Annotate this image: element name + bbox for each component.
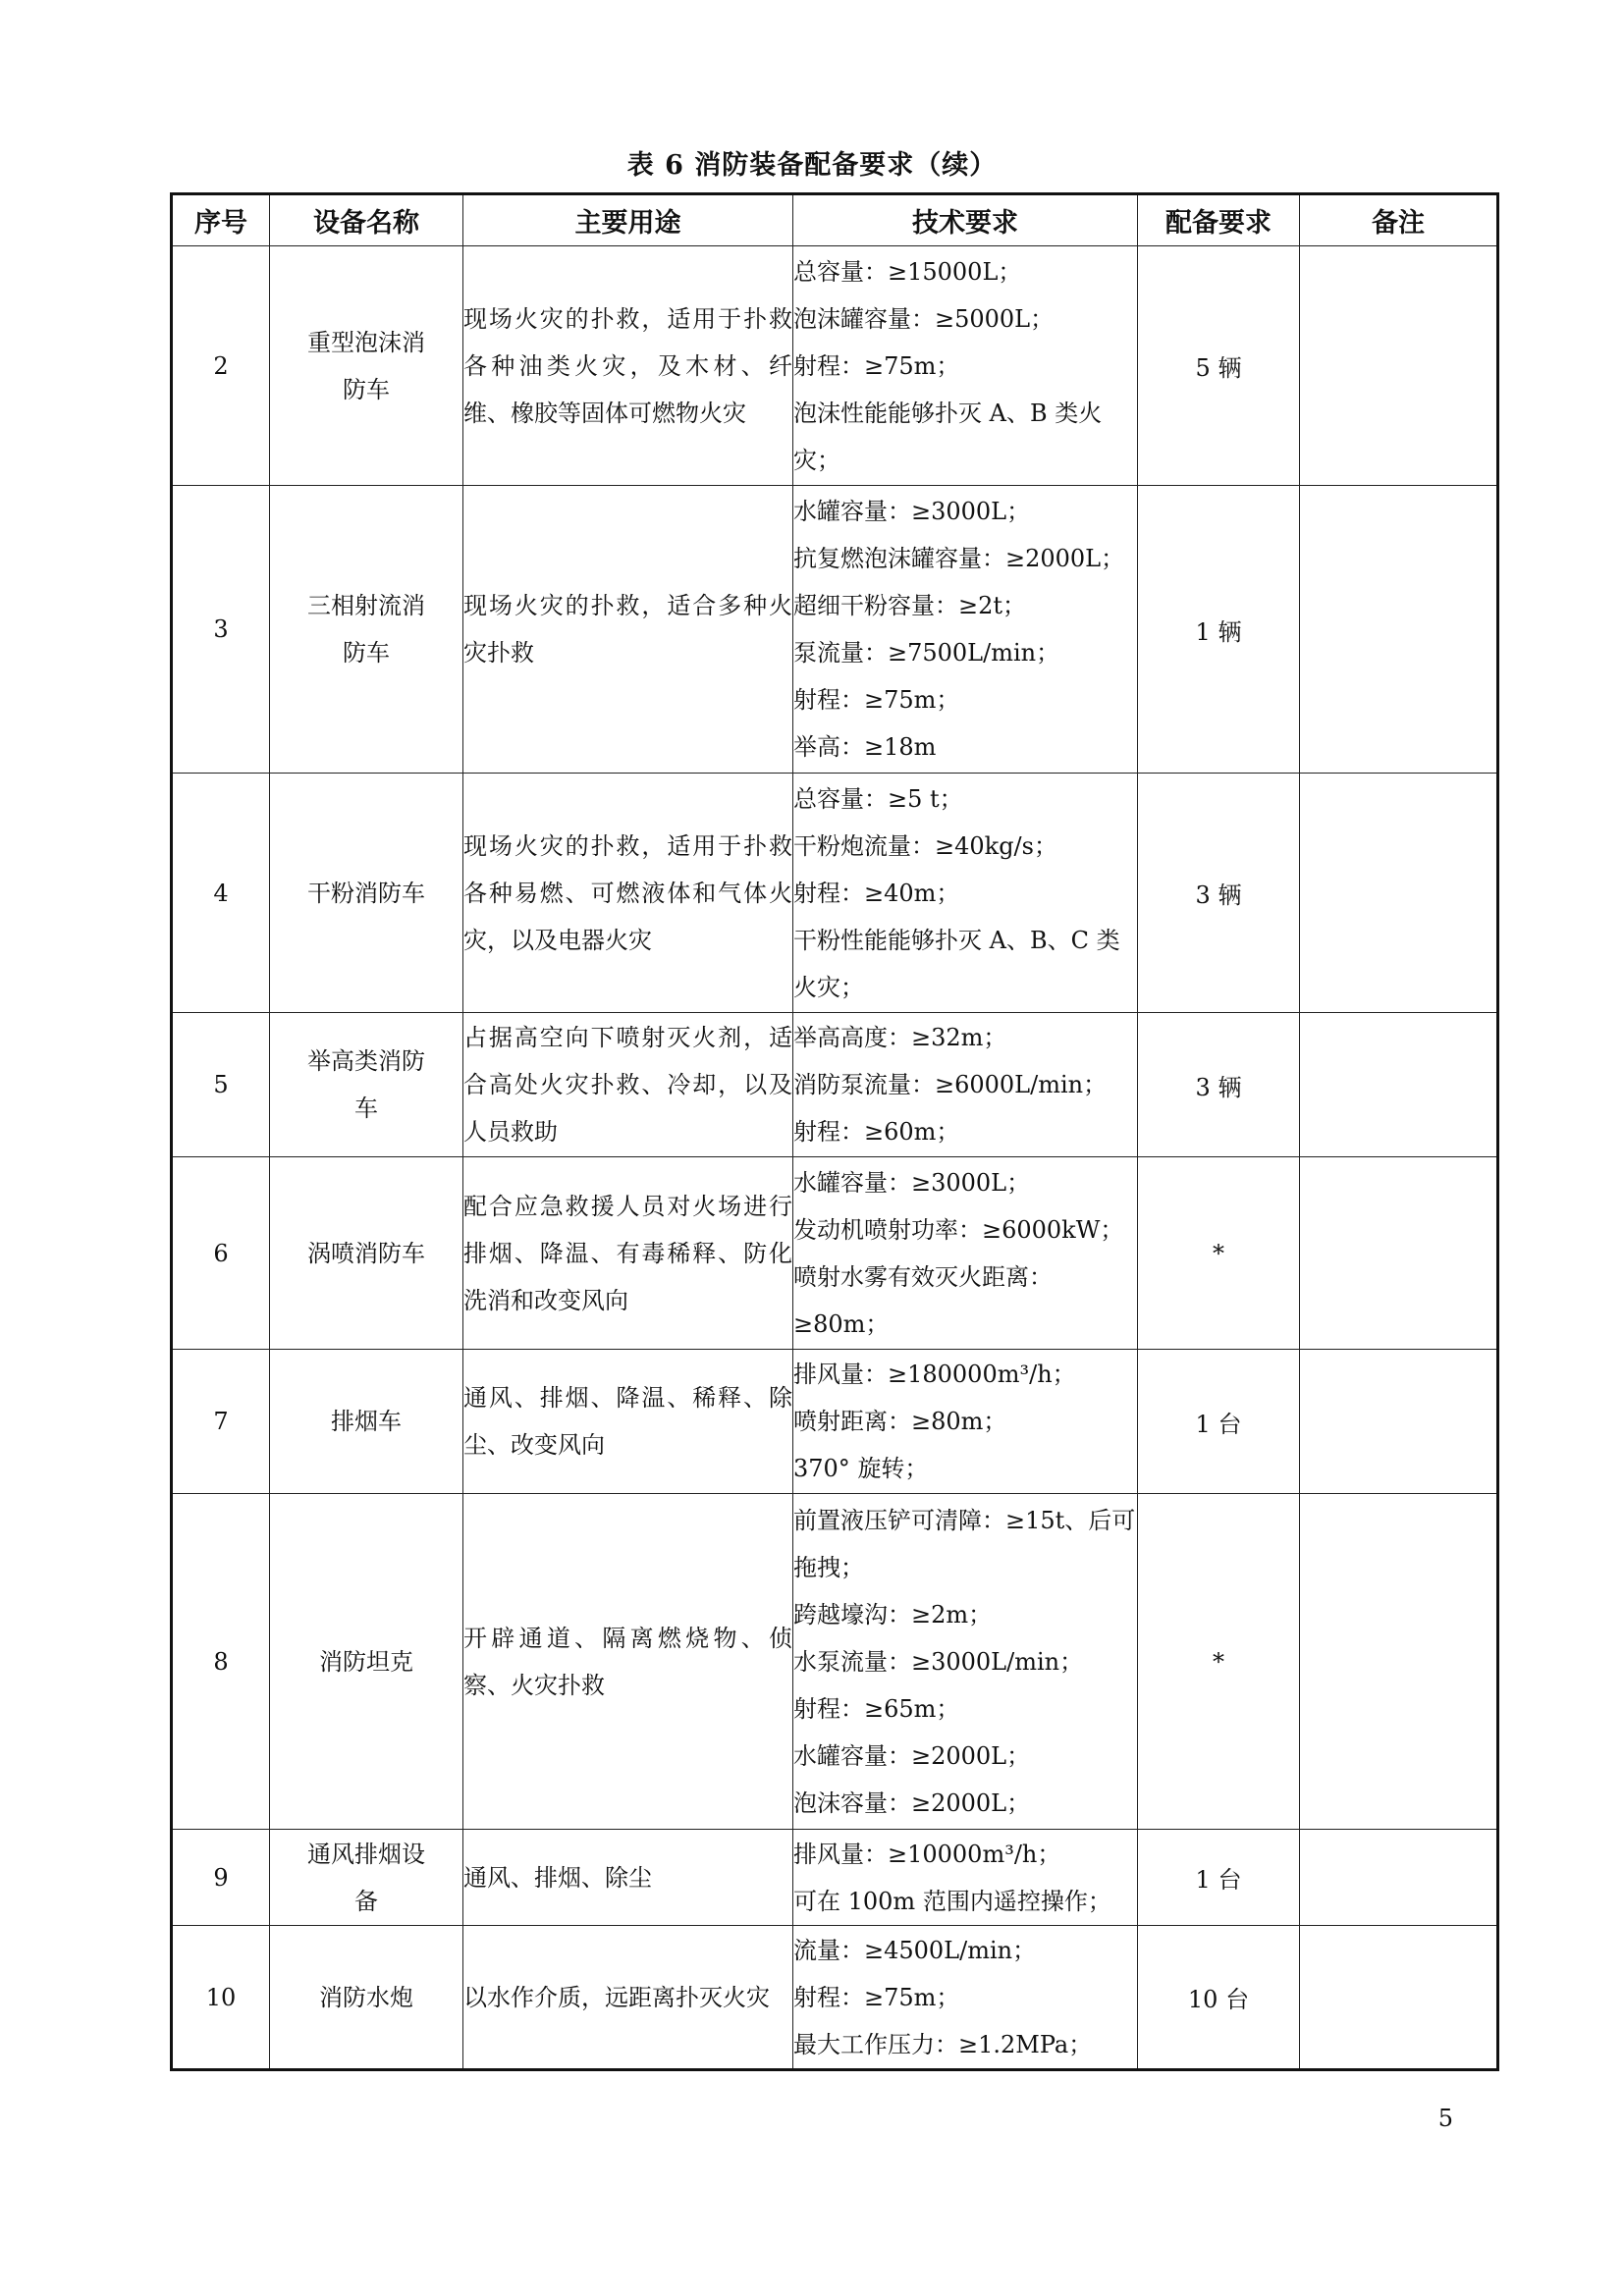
- tech-line: 干粉性能能够扑灭 A、B、C 类火灾；: [793, 926, 1120, 1001]
- cell-tech: [793, 774, 1138, 1013]
- cell-name: 通风排烟设备: [270, 1830, 463, 1926]
- tech-line: 发动机喷射功率：≥6000kW；: [793, 1215, 1124, 1244]
- cell-remarks: [1300, 1926, 1498, 2070]
- tech-line: 泡沫罐容量：≥5000L；: [793, 304, 1055, 333]
- cell-tech: [793, 1926, 1138, 2070]
- table-row: [172, 1157, 1498, 1350]
- cell-remarks: [1300, 1494, 1498, 1830]
- table-row: [172, 774, 1498, 1013]
- table-row: [172, 1494, 1498, 1830]
- cell-seq: 4: [172, 774, 270, 1013]
- cell-name: 排烟车: [270, 1350, 463, 1494]
- cell-purpose: 通风、排烟、除尘: [463, 1830, 793, 1926]
- cell-tech: [793, 1013, 1138, 1157]
- tech-line: 超细干粉容量：≥2t；: [793, 592, 1027, 619]
- tech-line: 前置液压铲可清障：≥15t、后可拖拽；: [793, 1506, 1136, 1581]
- tech-line: 喷射水雾有效灭火距离：≥80m；: [793, 1262, 1053, 1338]
- table-row: [172, 246, 1498, 486]
- cell-name: 重型泡沫消防车: [270, 246, 463, 486]
- cell-remarks: [1300, 774, 1498, 1013]
- cell-requirement: 1 台: [1138, 1350, 1300, 1494]
- tech-line: 射程：≥60m；: [793, 1118, 960, 1146]
- cell-seq: 3: [172, 486, 270, 774]
- tech-line: 水罐容量：≥3000L；: [793, 1168, 1031, 1197]
- cell-name: 举高类消防车: [270, 1013, 463, 1157]
- tech-line: 干粉炮流量：≥40kg/s；: [793, 831, 1057, 860]
- header-remarks: 备注: [1300, 194, 1498, 246]
- table-row: [172, 1013, 1498, 1157]
- cell-seq: 7: [172, 1350, 270, 1494]
- cell-remarks: [1300, 1830, 1498, 1926]
- cell-name: 涡喷消防车: [270, 1157, 463, 1350]
- cell-purpose: 现场火灾的扑救，适用于扑救各种油类火灾，及木材、纤维、橡胶等固体可燃物火灾: [463, 246, 793, 486]
- table-row: [172, 486, 1498, 774]
- tech-line: 总容量：≥15000L；: [793, 257, 1022, 286]
- table-row: [172, 1926, 1498, 2070]
- cell-name: 三相射流消防车: [270, 486, 463, 774]
- cell-purpose: 现场火灾的扑救，适合多种火灾扑救: [463, 486, 793, 774]
- cell-requirement: *: [1138, 1157, 1300, 1350]
- tech-line: 射程：≥40m；: [793, 879, 960, 907]
- cell-seq: 9: [172, 1830, 270, 1926]
- cell-purpose: 通风、排烟、降温、稀释、除尘、改变风向: [463, 1350, 793, 1494]
- page-number: 5: [1437, 2105, 1453, 2132]
- tech-line: 举高：≥18m: [793, 733, 937, 761]
- cell-remarks: [1300, 1350, 1498, 1494]
- cell-remarks: [1300, 1013, 1498, 1157]
- cell-remarks: [1300, 246, 1498, 486]
- cell-seq: 2: [172, 246, 270, 486]
- tech-line: 排风量：≥180000m³/h；: [793, 1361, 1076, 1388]
- equipment-table: [170, 192, 1499, 2071]
- cell-tech: [793, 246, 1138, 486]
- cell-name: 干粉消防车: [270, 774, 463, 1013]
- cell-purpose: 占据高空向下喷射灭火剂，适合高处火灾扑救、冷却，以及人员救助: [463, 1013, 793, 1157]
- tech-line: 最大工作压力：≥1.2MPa；: [793, 2030, 1093, 2058]
- tech-line: 射程：≥75m；: [793, 1983, 960, 2011]
- cell-purpose: 以水作介质，远距离扑灭火灾: [463, 1926, 793, 2070]
- cell-requirement: *: [1138, 1494, 1300, 1830]
- cell-tech: [793, 1494, 1138, 1830]
- cell-purpose: 现场火灾的扑救，适用于扑救各种易燃、可燃液体和气体火灾，以及电器火灾: [463, 774, 793, 1013]
- header-tech: 技术要求: [793, 194, 1138, 246]
- cell-seq: 8: [172, 1494, 270, 1830]
- header-purpose: 主要用途: [463, 194, 793, 246]
- cell-purpose: 开辟通道、隔离燃烧物、侦察、火灾扑救: [463, 1494, 793, 1830]
- cell-requirement: 1 台: [1138, 1830, 1300, 1926]
- cell-requirement: 3 辆: [1138, 1013, 1300, 1157]
- tech-line: 泡沫性能能够扑灭 A、B 类火灾；: [793, 399, 1103, 474]
- table-caption: 表 6 消防装备配备要求（续）: [626, 150, 998, 181]
- tech-line: 举高高度：≥32m；: [793, 1024, 1007, 1051]
- tech-line: 喷射距离：≥80m；: [793, 1408, 1007, 1435]
- cell-remarks: [1300, 1157, 1498, 1350]
- tech-line: 水罐容量：≥2000L；: [793, 1741, 1031, 1770]
- tech-line: 抗复燃泡沫罐容量：≥2000L；: [793, 545, 1125, 572]
- tech-line: 排风量：≥10000m³/h；: [793, 1840, 1061, 1868]
- header-row: [172, 194, 1498, 246]
- tech-line: 总容量：≥5 t；: [793, 784, 963, 813]
- tech-line: 流量：≥4500L/min；: [793, 1936, 1037, 1964]
- tech-line: 射程：≥75m；: [793, 686, 960, 714]
- cell-seq: 5: [172, 1013, 270, 1157]
- cell-tech: [793, 1157, 1138, 1350]
- tech-line: 水泵流量：≥3000L/min；: [793, 1647, 1084, 1676]
- tech-line: 可在 100m 范围内遥控操作；: [793, 1887, 1111, 1915]
- header-seq: 序号: [172, 194, 270, 246]
- cell-remarks: [1300, 486, 1498, 774]
- cell-purpose: 配合应急救援人员对火场进行排烟、降温、有毒稀释、防化洗消和改变风向: [463, 1157, 793, 1350]
- cell-name: 消防坦克: [270, 1494, 463, 1830]
- tech-line: 370° 旋转；: [793, 1455, 929, 1482]
- cell-tech: [793, 1830, 1138, 1926]
- header-name: 设备名称: [270, 194, 463, 246]
- header-requirement: 配备要求: [1138, 194, 1300, 246]
- table-row: [172, 1830, 1498, 1926]
- cell-name: 消防水炮: [270, 1926, 463, 2070]
- tech-line: 射程：≥75m；: [793, 351, 960, 380]
- cell-requirement: 5 辆: [1138, 246, 1300, 486]
- cell-requirement: 3 辆: [1138, 774, 1300, 1013]
- cell-seq: 10: [172, 1926, 270, 2070]
- tech-line: 射程：≥65m；: [793, 1694, 960, 1723]
- cell-tech: [793, 1350, 1138, 1494]
- table-row: [172, 1350, 1498, 1494]
- tech-line: 水罐容量：≥3000L；: [793, 498, 1031, 525]
- cell-seq: 6: [172, 1157, 270, 1350]
- tech-line: 泵流量：≥7500L/min；: [793, 639, 1060, 667]
- tech-line: 消防泵流量：≥6000L/min；: [793, 1071, 1108, 1098]
- cell-requirement: 10 台: [1138, 1926, 1300, 2070]
- tech-line: 跨越壕沟：≥2m；: [793, 1600, 993, 1629]
- cell-requirement: 1 辆: [1138, 486, 1300, 774]
- cell-tech: [793, 486, 1138, 774]
- tech-line: 泡沫容量：≥2000L；: [793, 1789, 1031, 1817]
